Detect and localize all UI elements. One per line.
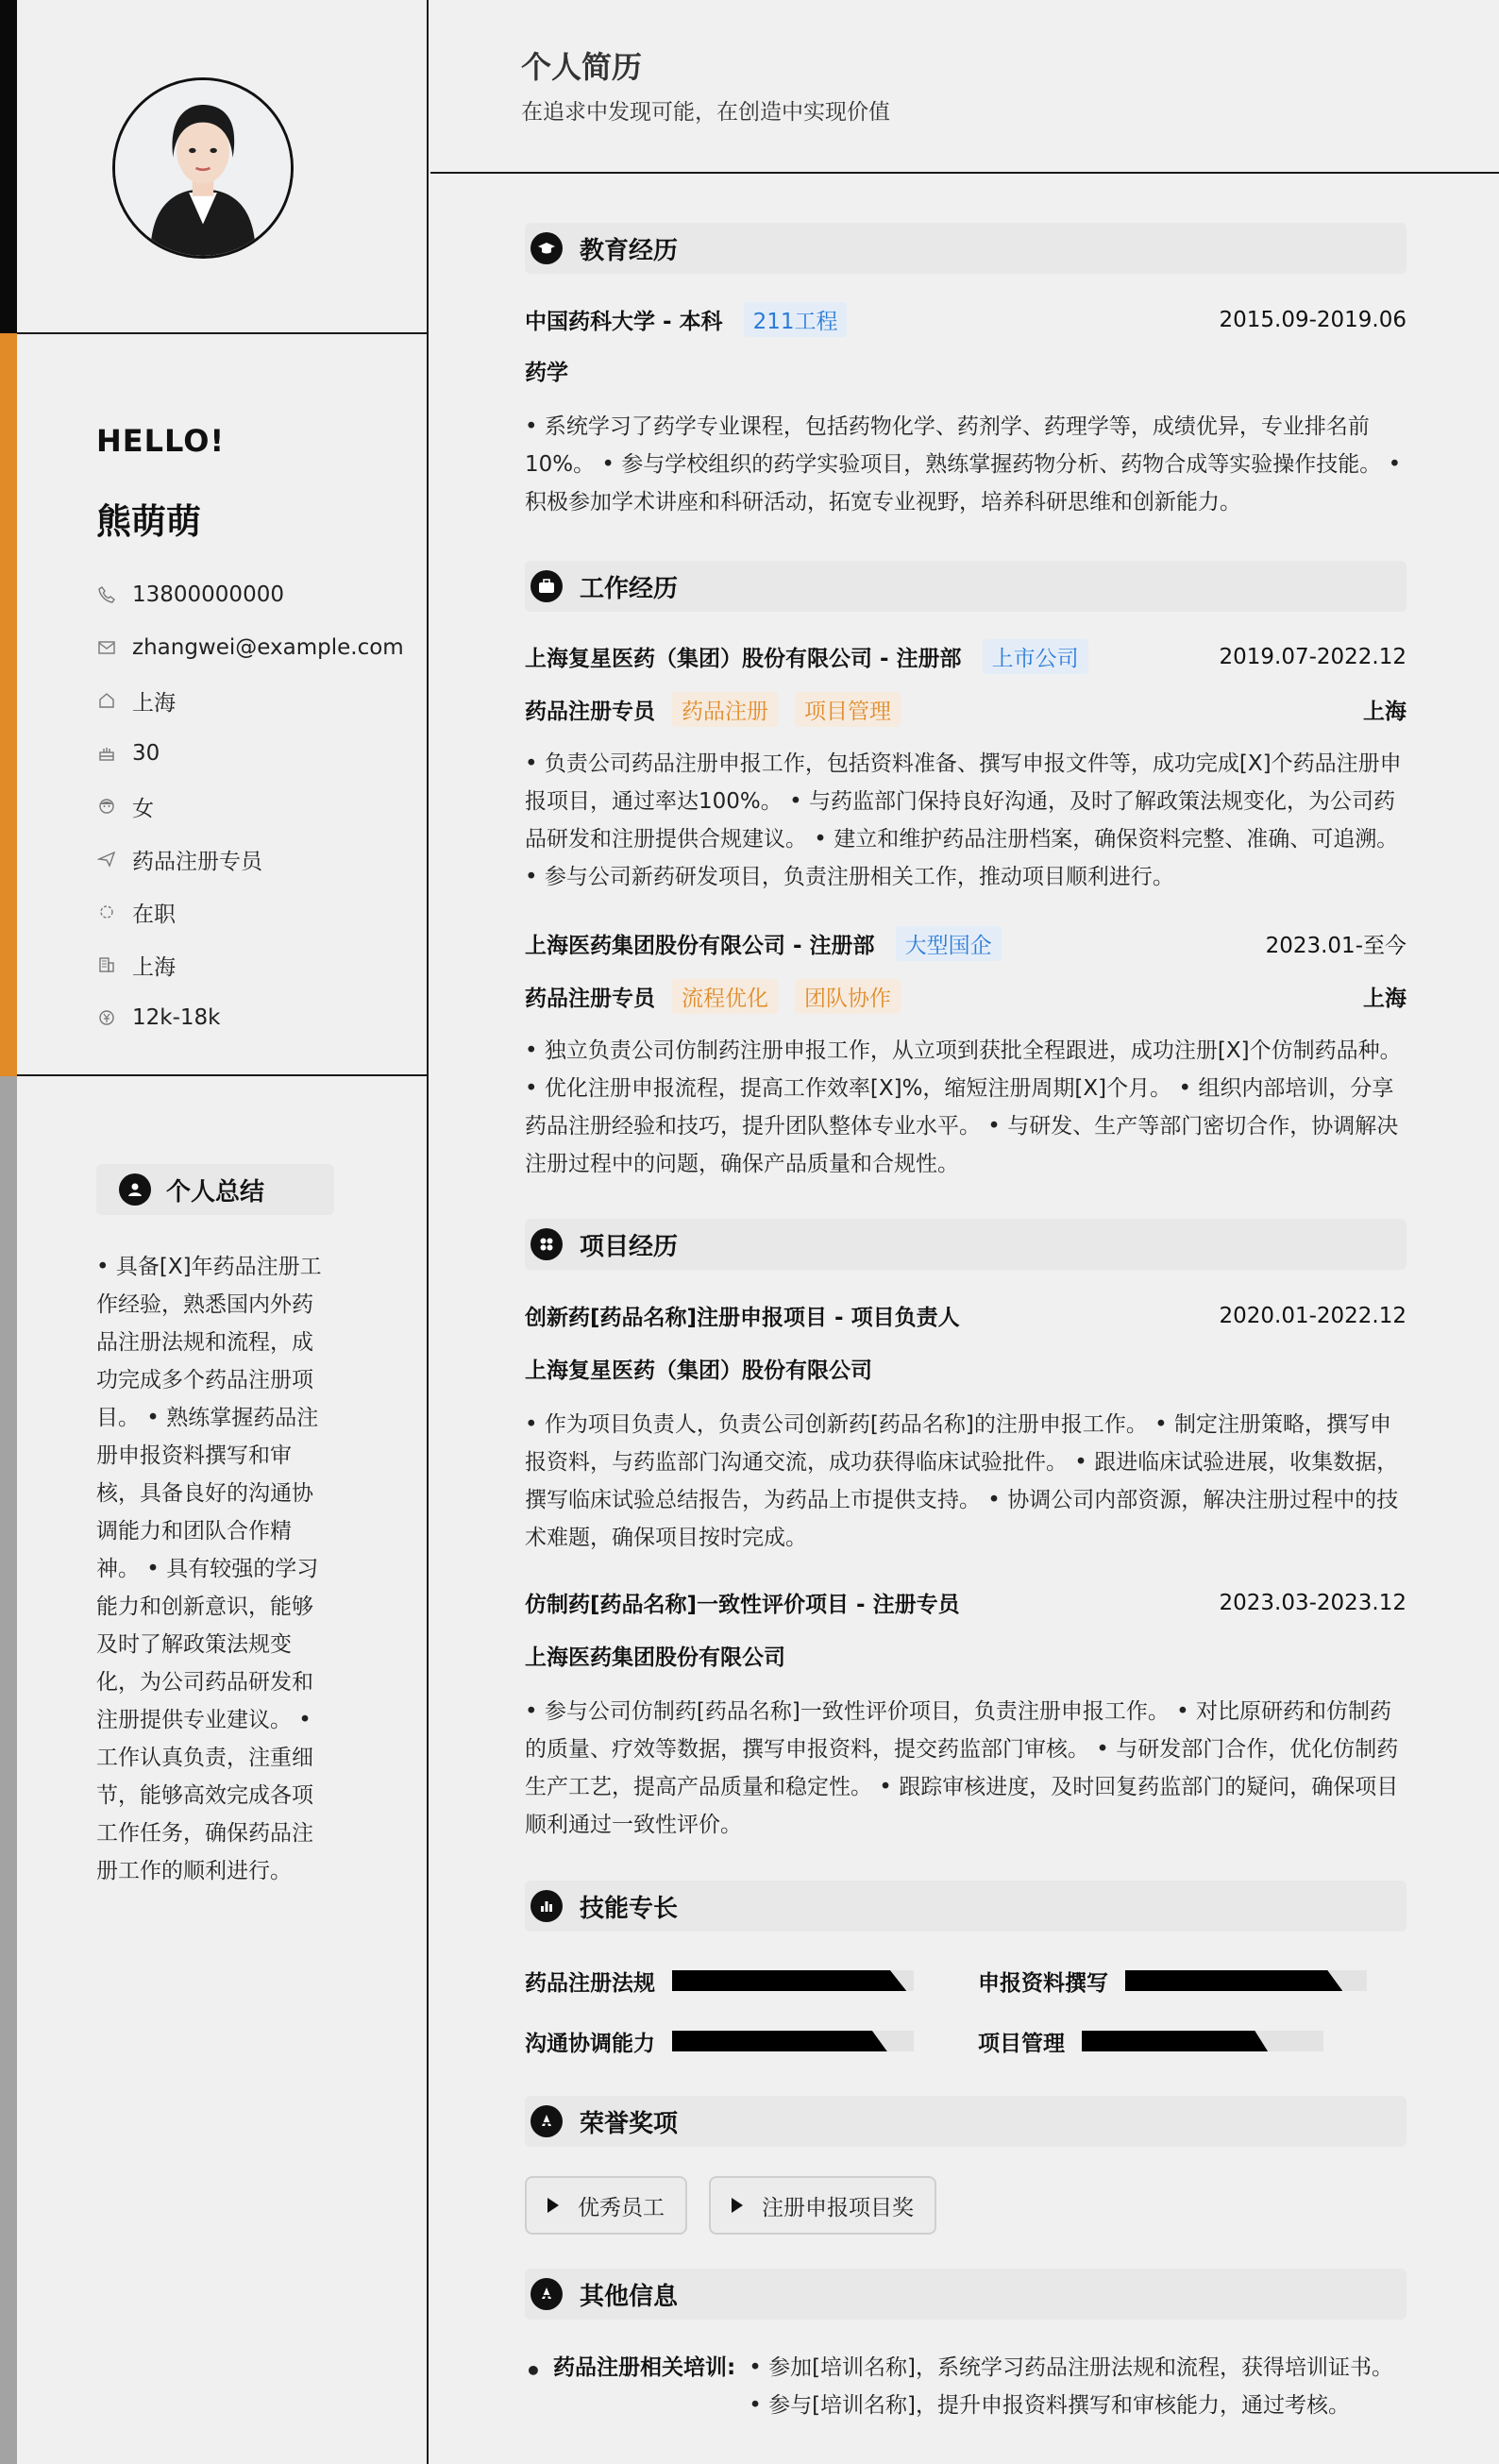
work-1-company-tag: 上市公司 (983, 639, 1088, 674)
summary-heading (96, 1164, 334, 1215)
contact-phone (96, 568, 408, 621)
contact-phone-value: 13800000000 (132, 582, 284, 607)
bullet: • (525, 2355, 542, 2387)
education-major-row (525, 355, 1406, 386)
play-icon (547, 2198, 559, 2213)
award-badge[interactable] (525, 2176, 687, 2235)
page-title: 个人简历 (521, 49, 643, 85)
work-1-city: 上海 (1363, 700, 1406, 724)
building-icon (96, 954, 117, 975)
education-major: 药学 (525, 361, 568, 385)
contact-position-value: 药品注册专员 (132, 849, 262, 874)
skill-label: 沟通协调能力 (525, 2031, 655, 2056)
work-2-company-tag: 大型国企 (896, 926, 1002, 961)
contact-position (96, 833, 408, 886)
skill-item (525, 2022, 914, 2060)
skill-label: 药品注册法规 (525, 1970, 655, 1996)
avatar (112, 77, 294, 259)
skill-bar-fill (672, 1970, 906, 1991)
work-1-description: • 负责公司药品注册申报工作，包括资料准备、撰写申报文件等，成功完成[X]个药品注册申报项目，通过率达100%。 • 与药监部门保持良好沟通，及时了解政策法规变化，为公司药品研发和注册提供合规建议。 • 建立和维护药品注册档案，确保资料完整、准确、可追溯。 • 参与公司新药研发项目，负责注册相关工作，推动项目顺利进行。 (525, 751, 1402, 889)
candidate-name: 熊萌萌 (96, 501, 201, 542)
education-title: 教育经历 (580, 236, 679, 265)
contact-city-value: 上海 (132, 954, 176, 980)
skill-bar (672, 1970, 914, 1991)
contact-gender (96, 780, 408, 833)
contact-gender-value: 女 (132, 796, 154, 821)
education-period: 2015.09-2019.06 (1219, 307, 1406, 332)
award-label: 注册申报项目奖 (762, 2195, 914, 2220)
education-description: • 系统学习了药学专业课程，包括药物化学、药剂学、药理学等，成绩优异，专业排名前10%。 • 参与学校组织的药学实验项目，熟练掌握药物分析、药物合成等实验操作技能。 • 积极参加学术讲座和科研活动，拓宽专业视野，培养科研思维和创新能力。 (525, 414, 1402, 515)
skill-bar-fill (672, 2031, 887, 2051)
contact-age (96, 727, 408, 780)
work-item-2-role-row (525, 979, 1406, 1014)
accent-strip-orange (0, 333, 17, 1076)
contact-salary-value: 12k-18k (132, 1005, 221, 1030)
skill-label: 项目管理 (978, 2031, 1065, 2056)
project-1-period: 2020.01-2022.12 (1219, 1303, 1406, 1328)
work-item-1-row (525, 639, 1406, 674)
cake-icon (96, 743, 117, 764)
work-2-role: 药品注册专员 (525, 987, 655, 1011)
other-title: 其他信息 (580, 2282, 679, 2311)
contact-email-value: zhangwei@example.com (132, 635, 404, 660)
contact-status (96, 886, 408, 938)
contact-location-value: 上海 (132, 690, 176, 716)
page-subtitle: 在追求中发现可能，在创造中实现价值 (521, 100, 890, 125)
skills-heading (525, 1881, 1406, 1932)
contact-list (96, 568, 408, 1044)
contact-salary (96, 991, 408, 1044)
sidebar (17, 0, 429, 2464)
work-item-1-role-row (525, 692, 1406, 727)
summary-text: • 具备[X]年药品注册工作经验，熟悉国内外药品注册法规和流程，成功完成多个药品注册项目。 • 熟练掌握药品注册申报资料撰写和审核，具备良好的沟通协调能力和团队合作精神。 • 具有较强的学习能力和创新意识，能够及时了解政策法规变化，为公司药品研发和注册提供专业建议。 • 工作认真负责，注重细节，能够高效完成各项工作任务，确保药品注册工作的顺利进行。 (96, 1255, 322, 1883)
work-title: 工作经历 (580, 574, 679, 603)
project-2-org-row (525, 1640, 1406, 1671)
accent-strip-black (0, 0, 17, 333)
work-item-2-row (525, 926, 1406, 961)
project-1-row (525, 1300, 1406, 1331)
education-school: 中国药科大学 - 本科 (525, 310, 723, 334)
briefcase-icon (531, 570, 563, 602)
resume-header (430, 0, 1499, 174)
skill-bar-fill (1082, 2031, 1268, 2051)
work-1-skill-tag: 药品注册 (672, 692, 778, 727)
grid-icon (531, 1228, 563, 1260)
bar-chart-icon (531, 1890, 563, 1922)
skill-bar (672, 2031, 914, 2051)
project-1-org-row (525, 1353, 1406, 1384)
work-2-city: 上海 (1363, 987, 1406, 1011)
salary-icon (96, 1007, 117, 1028)
info-icon (531, 2278, 563, 2310)
education-tag: 211工程 (744, 302, 848, 337)
skill-label: 申报资料撰写 (978, 1970, 1108, 1996)
skill-bar (1125, 1970, 1367, 1991)
project-2-period: 2023.03-2023.12 (1219, 1590, 1406, 1615)
project-2-description: • 参与公司仿制药[药品名称]一致性评价项目，负责注册申报工作。 • 对比原研药和仿制药的质量、疗效等数据，撰写申报资料，提交药监部门审核。 • 与研发部门合作，优化仿制药生产工艺，提高产品质量和稳定性。 • 跟踪审核进度，及时回复药监部门的疑问，确保项目顺利通过一致性评价。 (525, 1699, 1399, 1837)
education-heading (525, 223, 1406, 274)
other-item (525, 2349, 1406, 2424)
greeting: HELLO! (96, 423, 226, 459)
work-2-skill-tag: 团队协作 (795, 979, 901, 1014)
paper-plane-icon (96, 849, 117, 869)
contact-age-value: 30 (132, 741, 160, 766)
other-text: • 参加[培训名称]，系统学习药品注册法规和流程，获得培训证书。 • 参与[培训名称]，提升申报资料撰写和审核能力，通过考核。 (749, 2355, 1394, 2418)
projects-heading (525, 1219, 1406, 1270)
work-heading (525, 561, 1406, 612)
divider (17, 1074, 429, 1076)
other-label: 药品注册相关培训: (553, 2355, 736, 2380)
award-icon (531, 2105, 563, 2137)
skill-item (978, 1962, 1367, 2000)
award-badge[interactable] (709, 2176, 936, 2235)
work-1-period: 2019.07-2022.12 (1219, 644, 1406, 669)
skill-bar (1082, 2031, 1323, 2051)
home-icon (96, 690, 117, 711)
project-2-org: 上海医药集团股份有限公司 (525, 1645, 785, 1670)
portrait-image (115, 80, 291, 256)
awards-heading (525, 2096, 1406, 2147)
work-2-skill-tag: 流程优化 (672, 979, 778, 1014)
play-icon (732, 2198, 743, 2213)
work-1-role: 药品注册专员 (525, 700, 655, 724)
project-2-row (525, 1587, 1406, 1618)
summary-title: 个人总结 (166, 1177, 265, 1207)
contact-status-value: 在职 (132, 902, 176, 927)
skills-title: 技能专长 (580, 1894, 679, 1923)
graduation-cap-icon (531, 232, 563, 264)
projects-title: 项目经历 (580, 1232, 679, 1261)
work-1-skill-tag: 项目管理 (795, 692, 901, 727)
work-1-company: 上海复星医药（集团）股份有限公司 - 注册部 (525, 647, 962, 671)
project-1-name: 创新药[药品名称]注册申报项目 - 项目负责人 (525, 1306, 960, 1330)
contact-city (96, 938, 408, 991)
phone-icon (96, 584, 117, 605)
project-2-name: 仿制药[药品名称]一致性评价项目 - 注册专员 (525, 1593, 960, 1617)
user-icon (119, 1173, 151, 1206)
gender-icon (96, 796, 117, 817)
awards-title: 荣誉奖项 (580, 2109, 679, 2138)
work-2-period: 2023.01-至今 (1265, 934, 1406, 958)
status-icon (96, 902, 117, 922)
contact-email (96, 621, 408, 674)
project-1-org: 上海复星医药（集团）股份有限公司 (525, 1359, 872, 1383)
other-heading (525, 2269, 1406, 2320)
education-row (525, 302, 1406, 337)
skill-item (525, 1962, 914, 2000)
accent-strip-gray (0, 1076, 17, 2464)
work-2-description: • 独立负责公司仿制药注册申报工作，从立项到获批全程跟进，成功注册[X]个仿制药品种。 • 优化注册申报流程，提高工作效率[X]%，缩短注册周期[X]个月。 • 组织内部培训，分享药品注册经验和技巧，提升团队整体专业水平。 • 与研发、生产等部门密切合作，协调解决注册过程中的问题，确保产品质量和合规性。 (525, 1038, 1402, 1176)
award-label: 优秀员工 (578, 2195, 665, 2220)
mail-icon (96, 637, 117, 658)
contact-location (96, 674, 408, 727)
project-1-description: • 作为项目负责人，负责公司创新药[药品名称]的注册申报工作。 • 制定注册策略，撰写申报资料，与药监部门沟通交流，成功获得临床试验批件。 • 跟进临床试验进展，收集数据，撰写临床试验总结报告，为药品上市提供支持。 • 协调公司内部资源，解决注册过程中的技术难题，确保项目按时完成。 (525, 1412, 1399, 1550)
skill-bar-fill (1125, 1970, 1342, 1991)
divider (17, 332, 429, 334)
skill-item (978, 2022, 1323, 2060)
work-2-company: 上海医药集团股份有限公司 - 注册部 (525, 934, 875, 958)
